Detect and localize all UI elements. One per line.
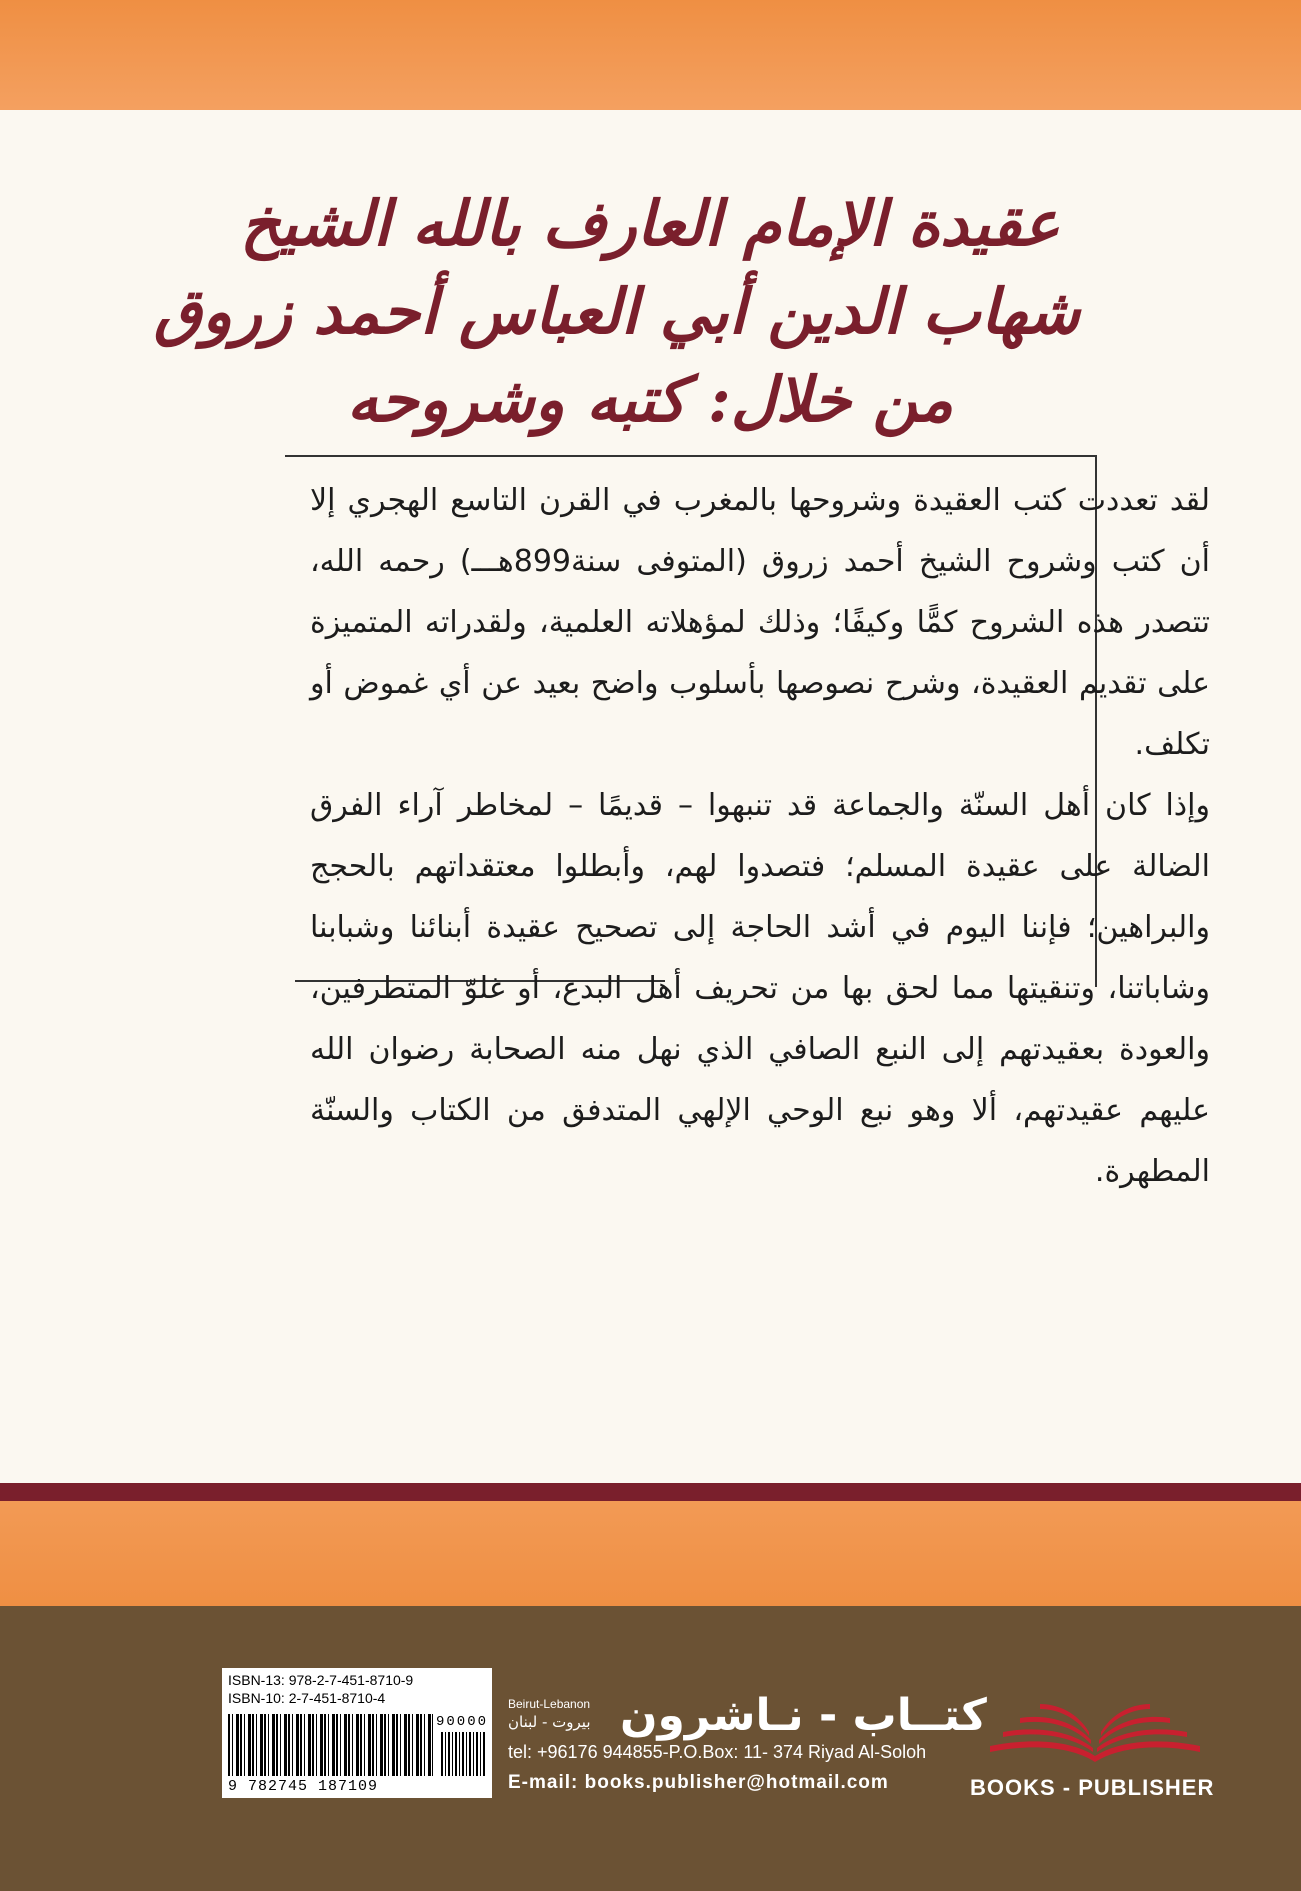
isbn-13: ISBN-13: 978-2-7-451-8710-9 — [228, 1672, 414, 1688]
title-line-3: من خلال: كتبه وشروحه — [346, 363, 954, 436]
publisher-location-en: Beirut-Lebanon — [508, 1697, 591, 1711]
publisher-name-arabic: كتــاب - نـاشرون — [620, 1690, 987, 1741]
isbn-10: ISBN-10: 2-7-451-8710-4 — [228, 1690, 386, 1706]
isbn-barcode-box — [222, 1668, 492, 1798]
barcode-main-bars — [228, 1714, 433, 1776]
publisher-phone: tel: +96176 944855-P.O.Box: 11- 374 Riyad Al-Soloh — [508, 1742, 927, 1762]
barcode-addon-bars — [441, 1732, 486, 1776]
title-line-2: شهاب الدين أبي العباس أحمد زروق — [153, 275, 1080, 348]
publisher-logo-text: BOOKS - PUBLISHER — [970, 1775, 1215, 1800]
barcode-addon-number: 90000 — [436, 1714, 489, 1730]
open-book-logo-icon — [985, 1690, 1205, 1770]
orange-strip — [0, 1501, 1301, 1606]
blurb — [310, 470, 1210, 1202]
maroon-divider — [0, 1483, 1301, 1501]
barcode-number: 9 782745 187109 — [228, 1778, 379, 1795]
publisher-location-ar: بيروت - لبنان — [508, 1713, 591, 1731]
blurb-paragraph-1: لقد تعددت كتب العقيدة وشروحها بالمغرب في القرن التاسع الهجري إلا أن كتب وشروح الشيخ أحمد زروق (المتوفى سنة899هـــ) رحمه الله، تتصدر هذه الشروح كمًّا وكيفًا؛ وذلك لمؤهلاته العلمية، ولقدراته المتميزة على تقديم العقيدة، وشرح نصوصها بأسلوب واضح بعيد عن أي غموض أو تكلف. — [310, 483, 1211, 762]
title-line-1: عقيدة الإمام العارف بالله الشيخ — [240, 187, 1060, 260]
barcode — [228, 1714, 489, 1776]
top-orange-band — [0, 0, 1301, 110]
blurb-paragraph-2: وإذا كان أهل السنّة والجماعة قد تنبهوا – قديمًا – لمخاطر آراء الفرق الضالة على عقيدة المسلم؛ فتصدوا لهم، وأبطلوا معتقداتهم بالحجج والبراهين؛ فإننا اليوم في أشد الحاجة إلى تصحيح عقيدة أبنائنا وشبابنا وشاباتنا، وتنقيتها مما لحق بها من تحريف أهل البدع، أو غلوّ المتطرفين، والعودة بعقيدتهم إلى النبع الصافي الذي نهل منه الصحابة رضوان الله عليهم عقيدتهم، ألا وهو نبع الوحي الإلهي المتدفق من الكتاب والسنّة المطهرة. — [310, 788, 1210, 1189]
book-title — [153, 180, 1080, 444]
publisher-email: E-mail: books.publisher@hotmail.com — [508, 1772, 889, 1793]
